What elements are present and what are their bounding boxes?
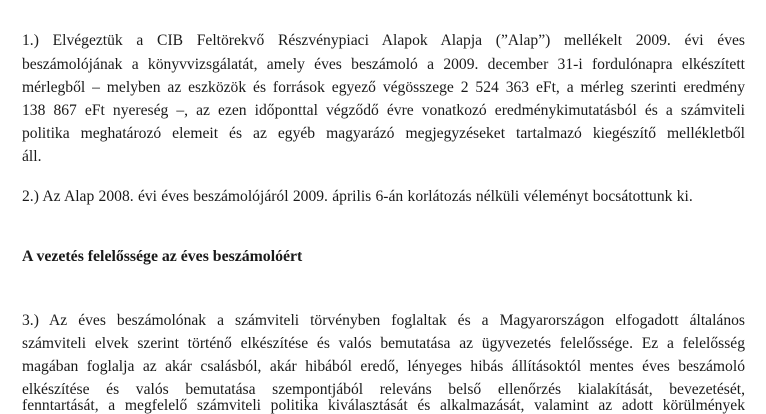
paragraph-1-line-4: 138 867 eFt nyereség –, az ezen időponttal végződő évre vonatkozó eredménykimutatásból és a számviteli [22,102,745,119]
paragraph-3-line-5: fenntartását, a megfelelő számviteli politika kiválasztását és alkalmazását, valamint az adott körülmények [22,397,745,414]
paragraph-3-line-3: magában foglalja az akár csalásból, akár hibából eredő, lényeges hibás állításoktól mentes éves beszámoló [22,358,745,375]
paragraph-1-line-1: 1.) Elvégeztük a CIB Feltörekvő Részvénypiaci Alapok Alapja (”Alap”) mellékelt 2009. évi éves [22,32,745,49]
paragraph-1-line-5: politika meghatározó elemeit és az egyéb magyarázó megjegyzéseket tartalmazó kiegészítő mellékletből [22,125,745,142]
paragraph-1-line-6: áll. [22,148,42,165]
paragraph-1-line-2: beszámolójának a könyvvizsgálatát, amely éves beszámoló a 2009. december 31-i fordulónapra elkészített [22,56,745,73]
section-heading: A vezetés felelőssége az éves beszámolóért [22,248,303,265]
paragraph-3-line-1: 3.) Az éves beszámolónak a számviteli törvényben foglaltak és a Magyarországon elfogadott általános [22,312,745,329]
paragraph-3-line-2: számviteli elvek szerint történő elkészítése és valós bemutatása az ügyvezetés felelőssége. Ez a felelősség [22,335,745,352]
paragraph-3-line-4: elkészítése és valós bemutatása szempontjából releváns belső ellenőrzés kialakítását, bevezetését, [22,381,745,398]
paragraph-2: 2.) Az Alap 2008. évi éves beszámolójáról 2009. április 6-án korlátozás nélküli véleményt bocsátottunk ki. [22,188,693,205]
paragraph-1-line-3: mérlegből – melyben az eszközök és források egyező végösszege 2 524 363 eFt, a mérleg szerinti eredmény [22,79,745,96]
